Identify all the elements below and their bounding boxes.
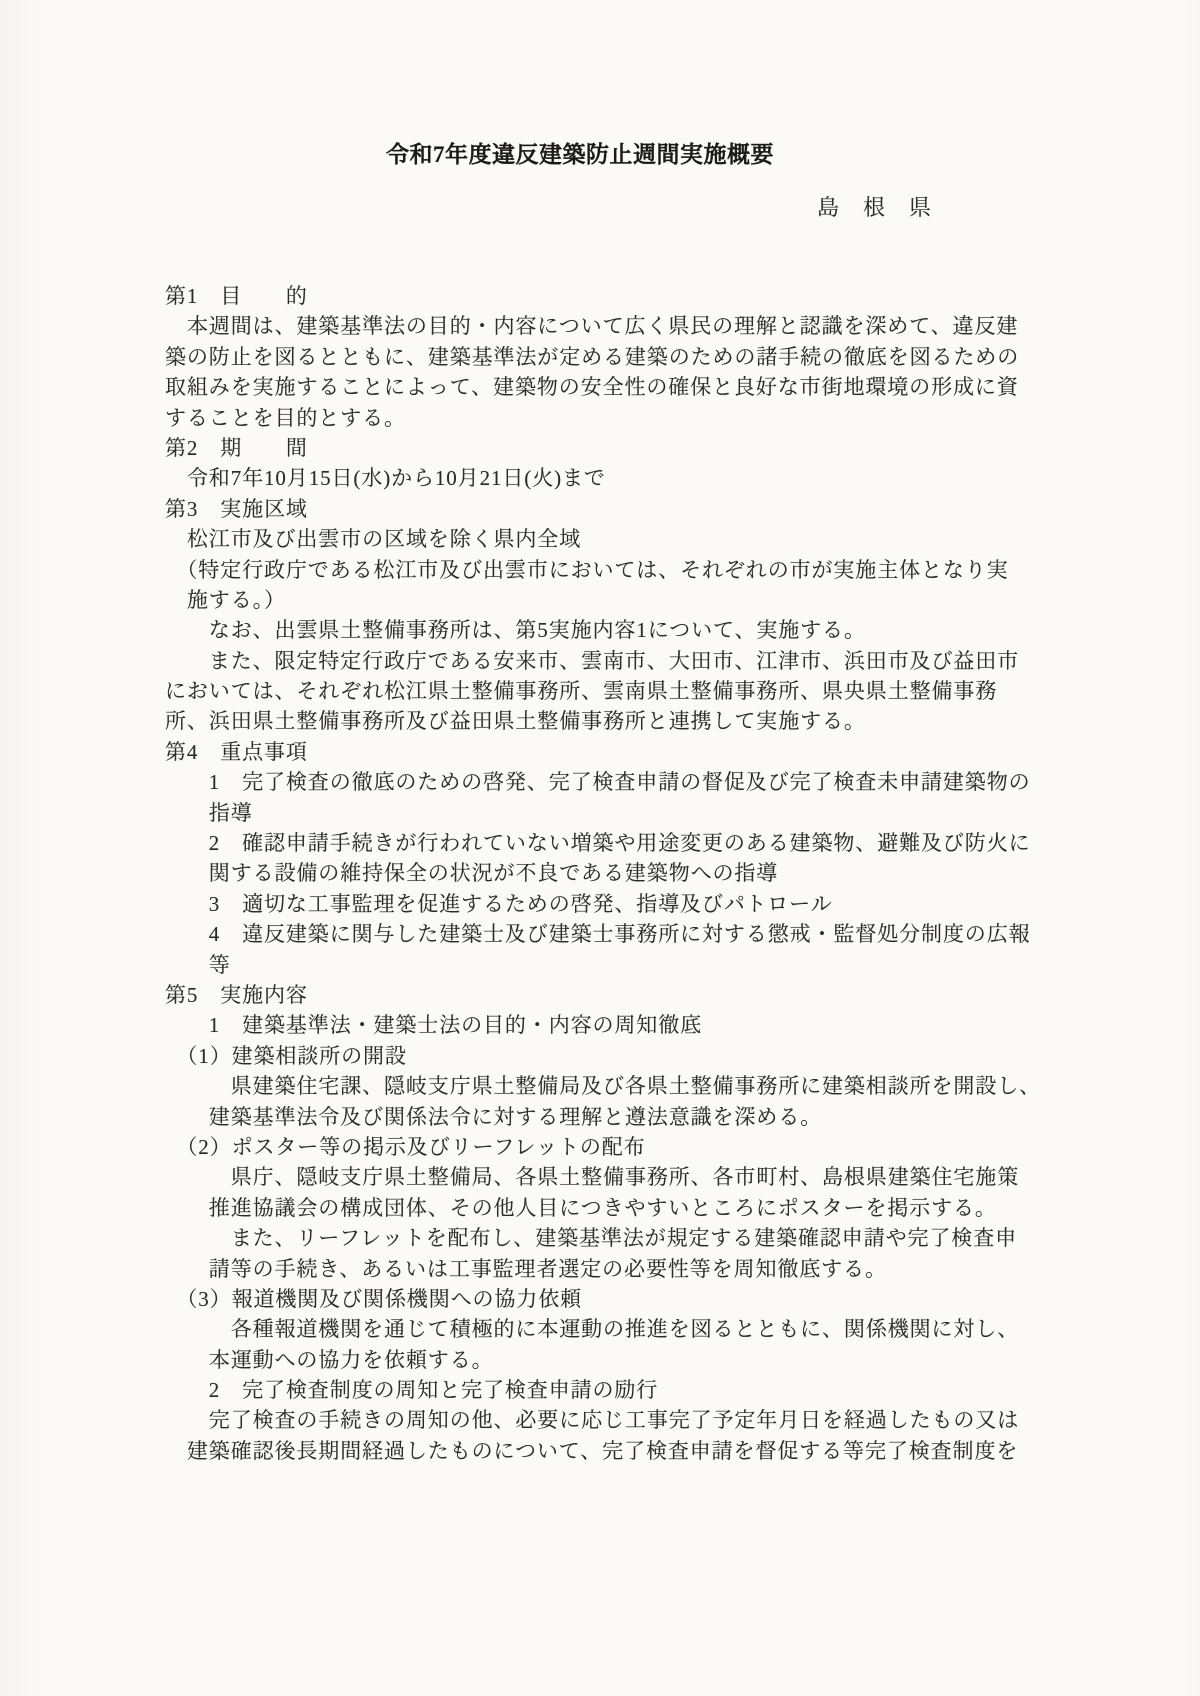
document-line: 令和7年10月15日(水)から10月21日(火)まで [165,466,606,491]
document-line: 所、浜田県土整備事務所及び益田県土整備事務所と連携して実施する。 [165,709,866,734]
document-line: 関する設備の維持保全の状況が不良である建築物への指導 [165,861,779,886]
document-line: （特定行政庁である松江市及び出雲市においては、それぞれの市が実施主体となり実 [165,557,1009,582]
document-line: することを目的とする。 [165,405,406,430]
document-line: 完了検査の手続きの周知の他、必要に応じ工事完了予定年月日を経過したもの又は [165,1408,1020,1433]
document-line: 取組みを実施することによって、建築物の安全性の確保と良好な市街地環境の形成に資 [165,375,1019,400]
document-line: 請等の手続き、あるいは工事監理者選定の必要性等を周知徹底する。 [165,1256,887,1281]
document-line: においては、それぞれ松江県土整備事務所、雲南県土整備事務所、県央県土整備事務 [165,679,998,704]
document-line: 築の防止を図るとともに、建築基準法が定める建築のための諸手続の徹底を図るための [165,344,1020,369]
document-line: 県建築住宅課、隠岐支庁県土整備局及び各県土整備事務所に建築相談所を開設し、 [165,1074,1041,1099]
document-issuer: 島 根 県 [816,195,932,220]
document-line: 第2 期 間 [165,435,308,460]
document-line: 2 確認申請手続きが行われていない増築や用途変更のある建築物、避難及び防火に [165,831,1031,856]
document-line: 等 [165,952,231,977]
document-line: 4 違反建築に関与した建築士及び建築士事務所に対する懲戒・監督処分制度の広報 [165,922,1031,947]
document-line: 施する。） [165,587,286,612]
document-line: 第3 実施区域 [165,496,308,521]
document-line: 推進協議会の構成団体、その他人目につきやすいところにポスターを掲示する。 [165,1195,997,1220]
document-title: 令和7年度違反建築防止週間実施概要 [386,142,774,167]
document-line: （3）報道機関及び関係機関への協力依頼 [165,1286,582,1311]
document-line: 1 建築基準法・建築士法の目的・内容の周知徹底 [165,1013,702,1038]
document-body [165,281,1175,1466]
document-line: 指導 [165,800,253,825]
document-line: 第1 目 的 [165,284,308,308]
document-line: （2）ポスター等の掲示及びリーフレットの配布 [165,1134,646,1159]
document-line: 建築基準法令及び関係法令に対する理解と遵法意識を深める。 [165,1104,822,1129]
document-line: （1）建築相談所の開設 [165,1043,407,1068]
document-line: 各種報道機関を通じて積極的に本運動の推進を図るとともに、関係機関に対し、 [165,1317,1020,1342]
document-line: 県庁、隠岐支庁県土整備局、各県土整備事務所、各市町村、島根県建築住宅施策 [165,1165,1020,1190]
document-line: また、リーフレットを配布し、建築基準法が規定する建築確認申請や完了検査申 [165,1226,1017,1251]
document-line: 松江市及び出雲市の区域を除く県内全域 [165,527,582,552]
document-line: 2 完了検査制度の周知と完了検査申請の励行 [165,1378,659,1403]
document-line: 第5 実施内容 [165,982,308,1007]
document-line: また、限定特定行政庁である安来市、雲南市、大田市、江津市、浜田市及び益田市 [165,648,1020,673]
document-line: 3 適切な工事監理を促進するための啓発、指導及びパトロール [165,891,833,916]
document-line: 本運動への協力を依頼する。 [165,1347,494,1372]
document-line: なお、出雲県土整備事務所は、第5実施内容1について、実施する。 [165,618,866,643]
document-line: 本週間は、建築基準法の目的・内容について広く県民の理解と認識を深めて、違反建 [165,314,1019,339]
document-line: 建築確認後長期間経過したものについて、完了検査申請を督促する等完了検査制度を [165,1438,1019,1463]
document-line: 1 完了検査の徹底のための啓発、完了検査申請の督促及び完了検査未申請建築物の [165,770,1031,795]
document-line: 第4 重点事項 [165,739,308,764]
